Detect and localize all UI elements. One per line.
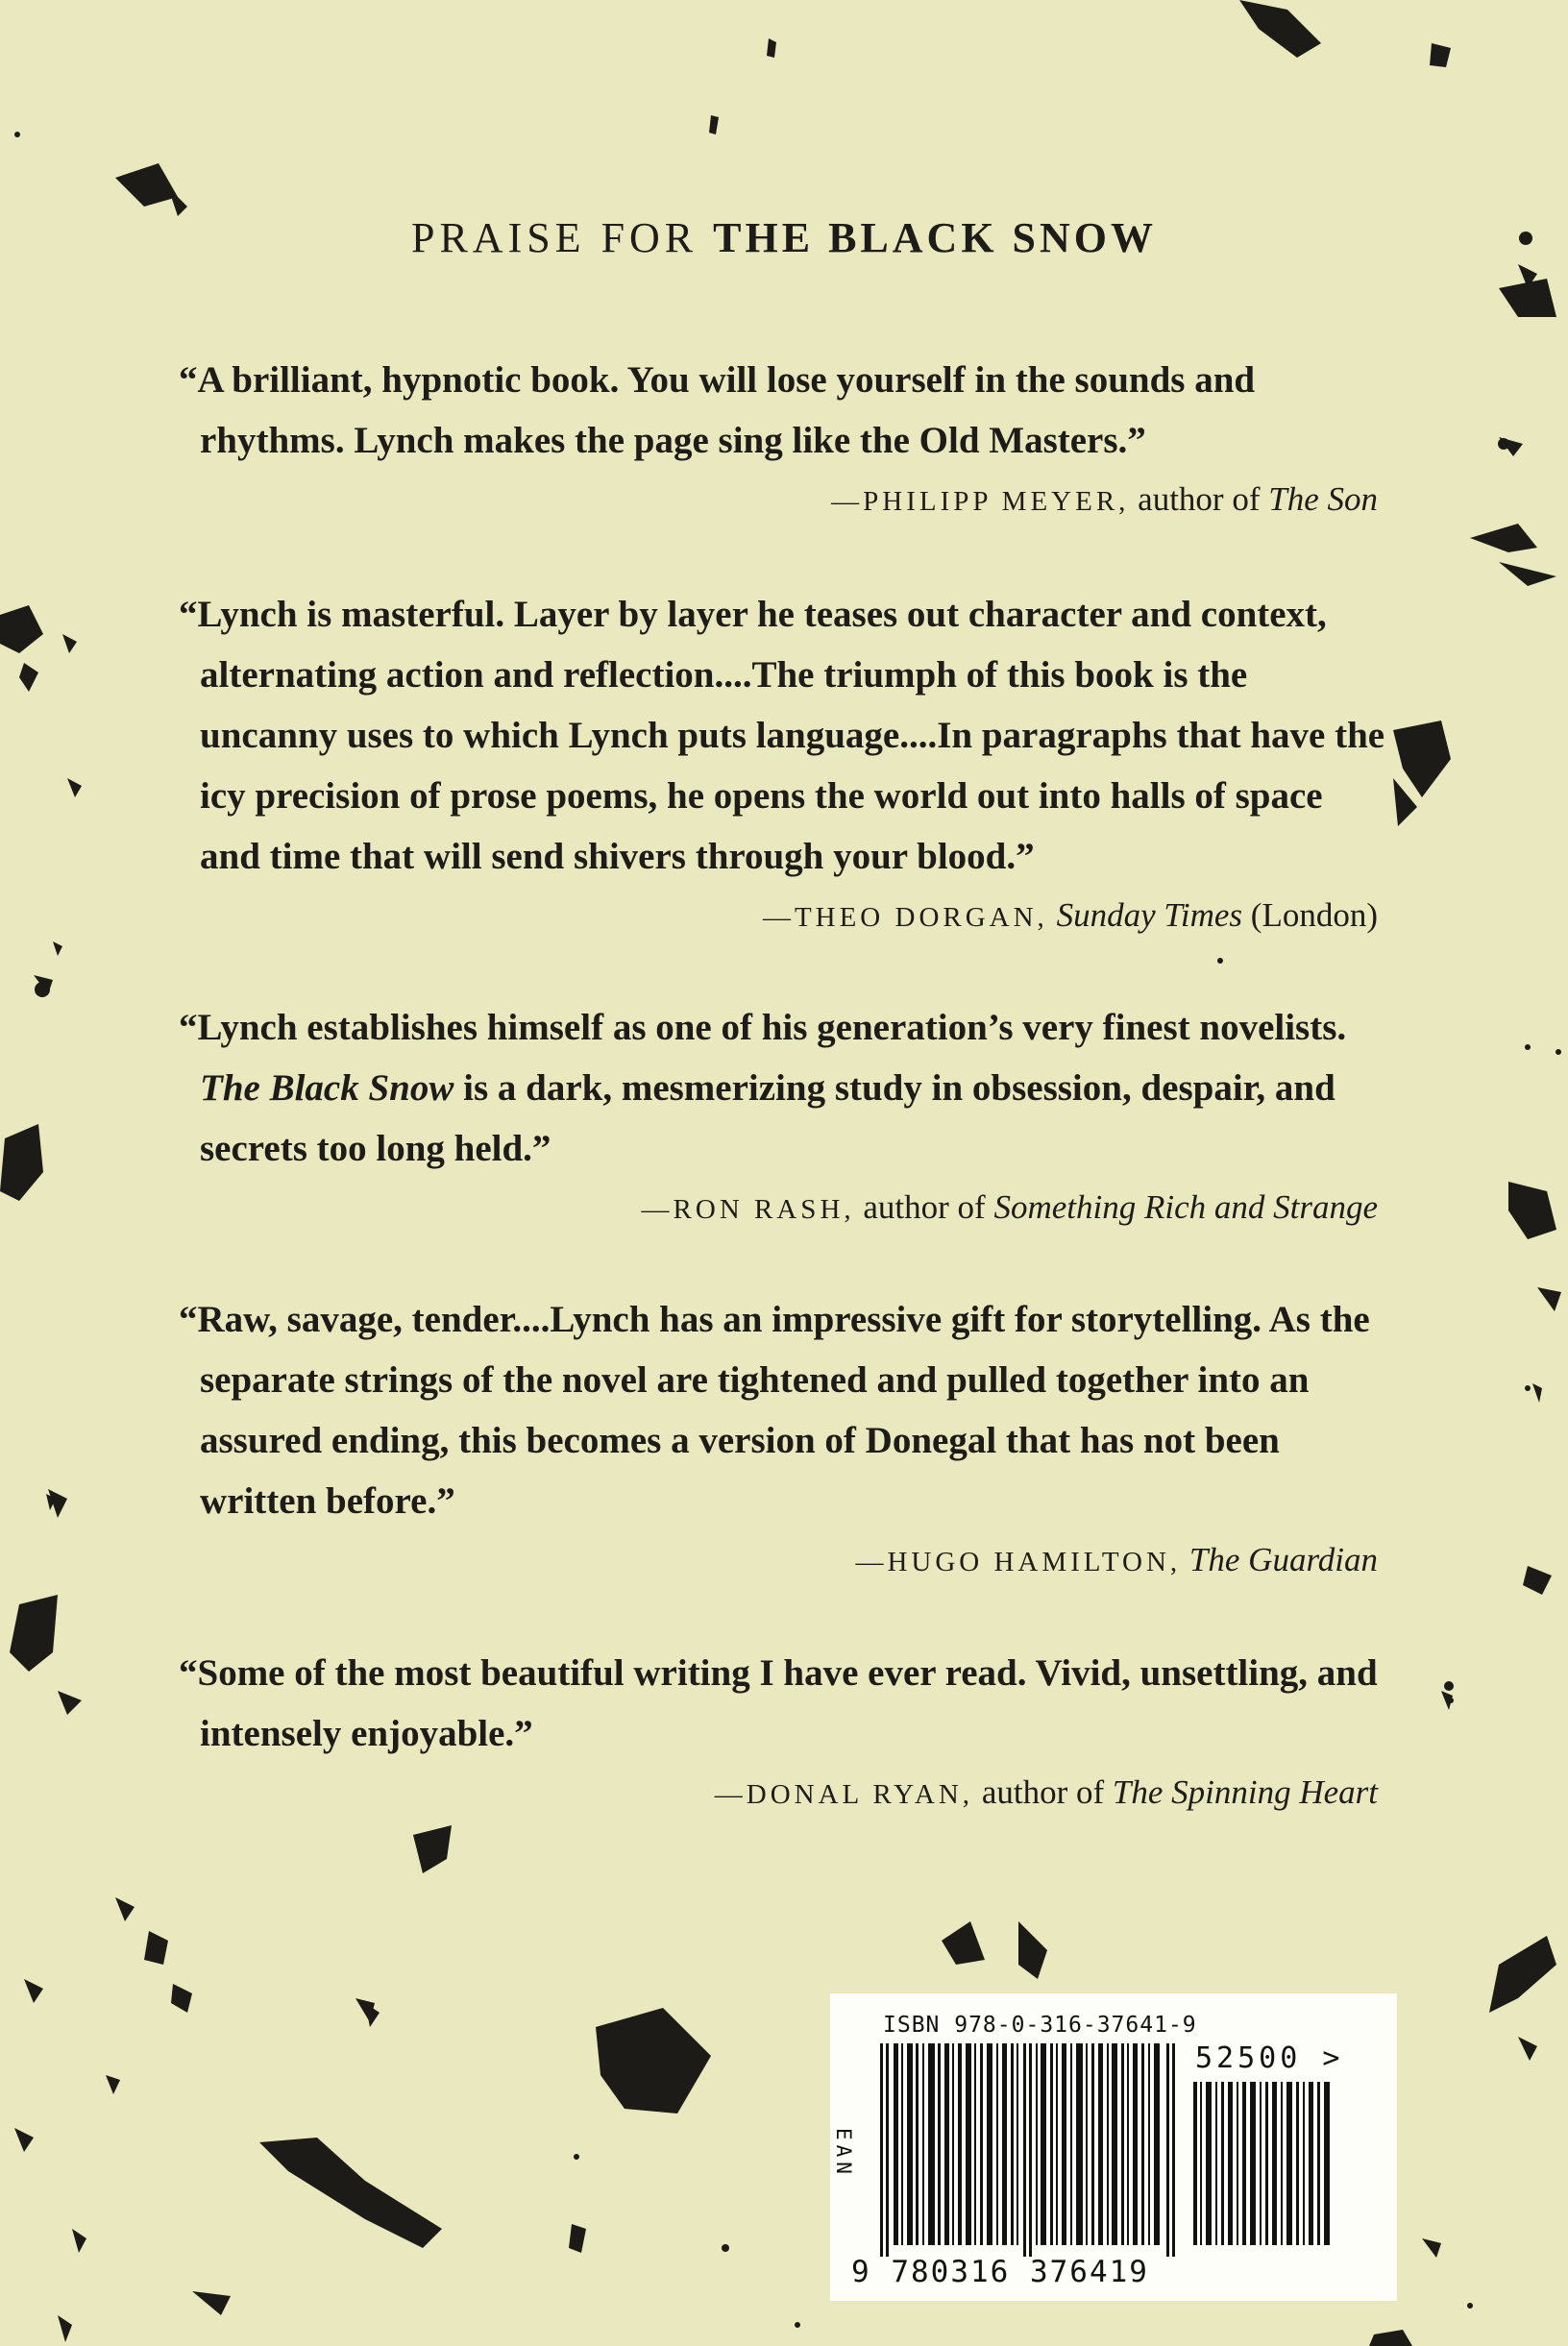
blurb-suffix: (London) (1250, 896, 1378, 934)
blurb-attribution (179, 887, 1389, 946)
blurb-work: Sunday Times (1056, 896, 1243, 934)
blurb-theo-dorgan (179, 584, 1389, 946)
blurb-author-name: —PHILIPP MEYER, (831, 486, 1130, 517)
blurb-quote: “Raw, savage, tender....Lynch has an impressive gift for storytelling. As the separate strings of the novel are tightened and pulled together into an assured ending, this becomes a version of Donegal that has not been written before.” (179, 1299, 1370, 1522)
isbn-barcode-label (830, 1993, 1397, 2301)
blurb-work: The Guardian (1188, 1541, 1378, 1578)
blurb-source: author of (1138, 480, 1261, 518)
heading-prefix: PRAISE FOR (410, 214, 698, 261)
blurb-source: author of (863, 1188, 986, 1226)
blurb-attribution (179, 1179, 1389, 1238)
ean-barcode-bars (880, 2043, 1178, 2257)
blurb-quote: “Lynch is masterful. Layer by layer he teases out character and context, alternating action and reflection....The triumph of this book is the uncanny uses to which Lynch puts language....In paragraphs that have the icy precision of prose poems, he opens the world out into halls of space and time that will send shivers through your blood.” (179, 594, 1385, 877)
blurb-work: Something Rich and Strange (993, 1188, 1378, 1226)
blurb-attribution (179, 1531, 1389, 1591)
blurb-work: The Spinning Heart (1112, 1773, 1378, 1811)
book-title: THE BLACK SNOW (713, 214, 1158, 261)
praise-heading (0, 213, 1568, 262)
ean-label: EAN (832, 2128, 855, 2179)
blurb-quote (179, 997, 1389, 1179)
blurb-philipp-meyer (179, 350, 1389, 530)
blurb-quote: “Some of the most beautiful writing I have ever read. Vivid, unsettling, and intensely enjoyable.” (179, 1652, 1378, 1754)
blurb-attribution (179, 471, 1389, 530)
blurb-work: The Son (1268, 480, 1378, 518)
blurb-quote-start: “Lynch establishes himself as one of his generation’s very finest novelists. (179, 1007, 1347, 1048)
blurb-donal-ryan (179, 1643, 1389, 1823)
blurb-author-name: —DONAL RYAN, (714, 1779, 974, 1810)
price-code: 52500 > (1195, 2041, 1344, 2075)
blurb-quote: “A brilliant, hypnotic book. You will lose yourself in the sounds and rhythms. Lynch makes the page sing like the Old Masters.” (179, 359, 1256, 461)
blurb-source: author of (981, 1773, 1105, 1811)
isbn-number: ISBN 978-0-316-37641-9 (883, 2013, 1197, 2038)
blurb-hugo-hamilton (179, 1289, 1389, 1591)
blurb-quote-book-title: The Black Snow (200, 1067, 454, 1109)
price-barcode-bars (1193, 2082, 1337, 2245)
blurb-ron-rash (179, 997, 1389, 1238)
blurb-quote-end: is a dark, mesmerizing study in obsession, despair, and secrets too long held.” (200, 1067, 1335, 1169)
blurb-author-name: —HUGO HAMILTON, (855, 1547, 1182, 1577)
blurb-attribution (179, 1764, 1389, 1823)
blurb-author-name: —RON RASH, (641, 1194, 855, 1225)
barcode-digits: 9 780316 376419 (851, 2255, 1149, 2289)
blurb-author-name: —THEO DORGAN, (762, 902, 1048, 933)
